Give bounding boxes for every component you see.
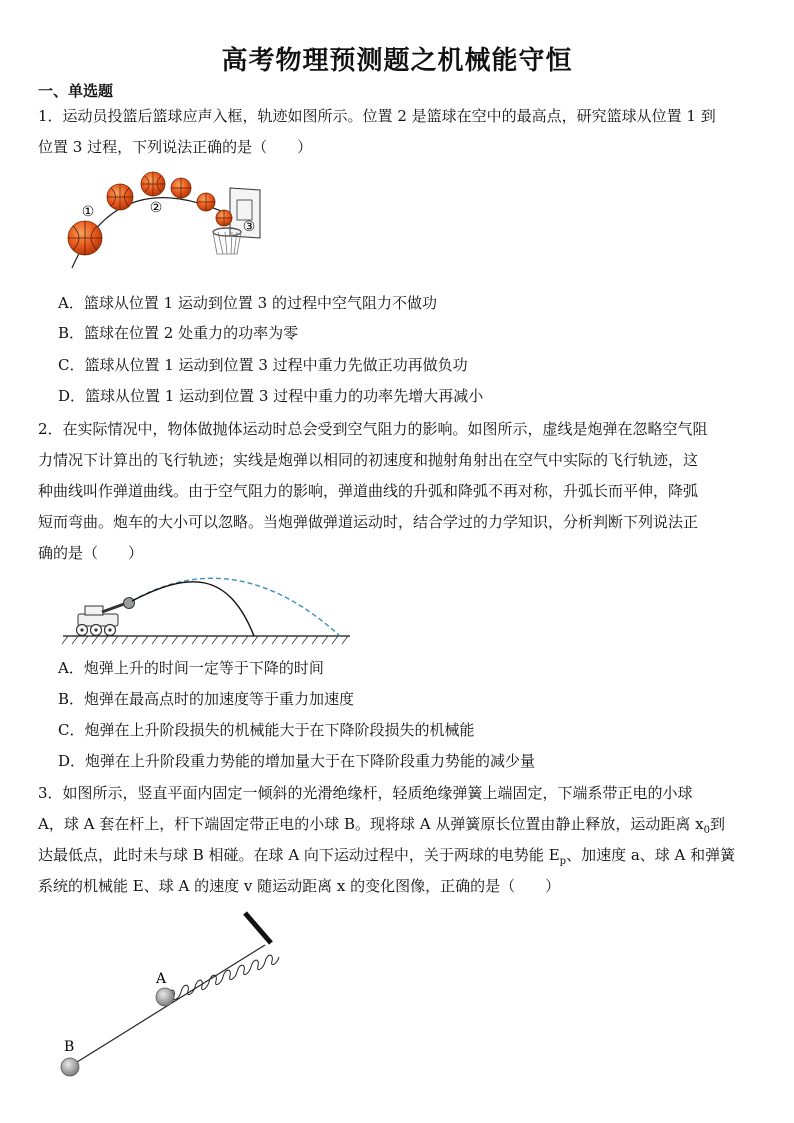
cannon-shell <box>124 598 135 609</box>
ball-a <box>156 988 174 1006</box>
q3-stem-line4: 系统的机械能 E、球 A 的速度 v 随运动距离 x 的变化图像，正确的是（ ） <box>38 877 561 895</box>
cannon-car <box>77 604 125 636</box>
q2-option-a: A．炮弹上升的时间一定等于下降的时间 <box>58 659 324 677</box>
basketball-position-1 <box>68 221 102 255</box>
q2-option-b: B．炮弹在最高点时的加速度等于重力加速度 <box>58 690 355 708</box>
ball-b-label: B <box>64 1039 75 1055</box>
q1-stem-line2: 位置 3 过程，下列说法正确的是（ ） <box>38 138 313 156</box>
q1-option-b: B．篮球在位置 2 处重力的功率为零 <box>58 324 299 342</box>
section-heading: 一、单选题 <box>38 82 114 100</box>
q1-option-a: A．篮球从位置 1 运动到位置 3 的过程中空气阻力不做功 <box>58 294 437 312</box>
position-2-label: ② <box>149 200 163 216</box>
q2-stem-line5: 确的是（ ） <box>38 544 144 562</box>
q2-stem-line1: 2．在实际情况中，物体做抛体运动时总会受到空气阻力的影响。如图所示，虚线是炮弹在忽略空气阻 <box>38 420 708 438</box>
ball-b <box>61 1058 79 1076</box>
q1-option-d: D．篮球从位置 1 运动到位置 3 过程中重力的功率先增大再减小 <box>58 387 484 405</box>
spring <box>167 955 279 1000</box>
position-1-label: ① <box>81 204 95 220</box>
q2-stem-line2: 力情况下计算出的飞行轨迹；实线是炮弹以相同的初速度和抛射角射出在空气中实际的飞行轨迹，这 <box>38 451 699 469</box>
q3-spring-rod-figure <box>55 905 285 1085</box>
q3-stem-line3: 达最低点，此时未与球 B 相碰。在球 A 向下运动过程中，关于两球的电势能 $E_p$、加速度 a、球 A 和弹簧 <box>38 846 736 867</box>
q2-stem-line3: 种曲线叫作弹道曲线。由于空气阻力的影响，弹道曲线的升弧和降弧不再对称，升弧长而平伸，降弧 <box>38 482 699 500</box>
q1-basketball-figure <box>60 168 280 270</box>
spring-support <box>245 913 271 943</box>
q1-stem-line1: 1．运动员投篮后篮球应声入框，轨迹如图所示。位置 2 是篮球在空中的最高点，研究篮球从位置 1 到 <box>38 107 716 125</box>
q3-stem-line2: A，球 A 套在杆上，杆下端固定带正电的小球 B。现将球 A 从弹簧原长位置由静止释放，运动距离 $x_0$到 <box>38 815 725 836</box>
ballistic-trajectory <box>132 582 254 636</box>
basketball-position-2 <box>141 172 165 196</box>
q2-cannon-figure <box>58 570 358 650</box>
q2-option-d: D．炮弹在上升阶段重力势能的增加量大于在下降阶段重力势能的减少量 <box>58 752 536 770</box>
q1-option-c: C．篮球从位置 1 运动到位置 3 过程中重力先做正功再做负功 <box>58 356 468 374</box>
page-title: 高考物理预测题之机械能守恒 <box>221 46 573 76</box>
position-3-label: ③ <box>242 219 256 235</box>
q3-stem-line1: 3．如图所示，竖直平面内固定一倾斜的光滑绝缘杆，轻质绝缘弹簧上端固定，下端系带正电的小球 <box>38 784 693 802</box>
ball-a-label: A <box>156 971 167 987</box>
q2-stem-line4: 短而弯曲。炮车的大小可以忽略。当炮弹做弹道运动时，结合学过的力学知识，分析判断下列说法正 <box>38 513 699 531</box>
q2-option-c: C．炮弹在上升阶段损失的机械能大于在下降阶段损失的机械能 <box>58 721 475 739</box>
